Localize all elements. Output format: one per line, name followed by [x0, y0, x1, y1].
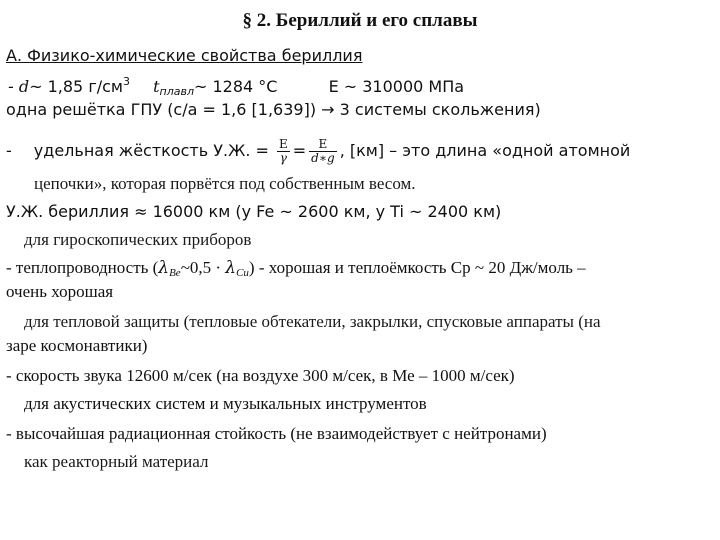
- lambda-be-subscript: Be: [169, 267, 181, 279]
- radiation-line: - высочайшая радиационная стойкость (не взаимодействует с нейтронами): [6, 424, 547, 443]
- thermal-line: [6, 258, 586, 283]
- application-thermal: для тепловой защиты (тепловые обтекатели, закрылки, спусковые аппараты (на: [24, 312, 601, 331]
- lambda-cu: λ: [225, 258, 237, 278]
- thermal-quality: очень хорошая: [6, 282, 114, 301]
- thermal-suffix: ) - хорошая и теплоёмкость Ср ~ 20 Дж/моль –: [248, 258, 586, 277]
- application-acoustic: для акустических систем и музыкальных инструментов: [24, 394, 427, 413]
- thermal-mid: ~0,5 ·: [180, 258, 226, 277]
- fraction-e-over-gamma: $\frac{E}{\gamma}$: [279, 137, 288, 165]
- lambda-cu-subscript: Cu: [236, 267, 249, 279]
- stiffness-comparison: У.Ж. бериллия ≈ 16000 км (у Fe ~ 2600 км, у Ti ~ 2400 км): [6, 202, 502, 221]
- density-symbol: d: [18, 77, 30, 96]
- stiffness-line: [6, 138, 630, 165]
- fraction-e-over-dg: $\frac{E}{d∗g}$: [311, 137, 335, 165]
- sound-speed-line: - скорость звука 12600 м/сек (на воздухе 300 м/сек, в Ме – 1000 м/сек): [6, 366, 515, 385]
- thermal-prefix: - теплопроводность (: [6, 258, 159, 277]
- section-heading: А. Физико-химические свойства бериллия: [6, 46, 363, 65]
- lambda-be: λ: [158, 258, 170, 278]
- lattice-line: одна решётка ГПУ (с/а = 1,6 [1,639]) → 3 системы скольжения): [6, 100, 541, 119]
- slide-title: § 2. Бериллий и его сплавы: [242, 10, 478, 31]
- melting-subscript: плавл: [159, 85, 194, 98]
- modulus-value: Е ~ 310000 МПа: [328, 77, 465, 96]
- application-reactor: как реакторный материал: [24, 452, 209, 471]
- dash: -: [6, 141, 12, 160]
- application-gyro: для гироскопических приборов: [24, 230, 252, 249]
- dash: -: [8, 77, 19, 96]
- density-exponent: 3: [122, 75, 130, 88]
- application-thermal-cont: заре космонавтики): [6, 336, 148, 355]
- melting-value: ~ 1284 °С: [194, 77, 278, 96]
- properties-line: [8, 72, 464, 102]
- stiffness-text: удельная жёсткость У.Ж. =: [33, 141, 269, 160]
- stiffness-tail: , [км] – это длина «одной атомной: [339, 141, 631, 160]
- density-value: ~ 1,85 г/см: [29, 77, 123, 96]
- chain-line: цепочки», которая порвётся под собственным весом.: [34, 174, 416, 193]
- melting-symbol: t: [153, 77, 160, 96]
- equals-sign: =: [292, 141, 307, 160]
